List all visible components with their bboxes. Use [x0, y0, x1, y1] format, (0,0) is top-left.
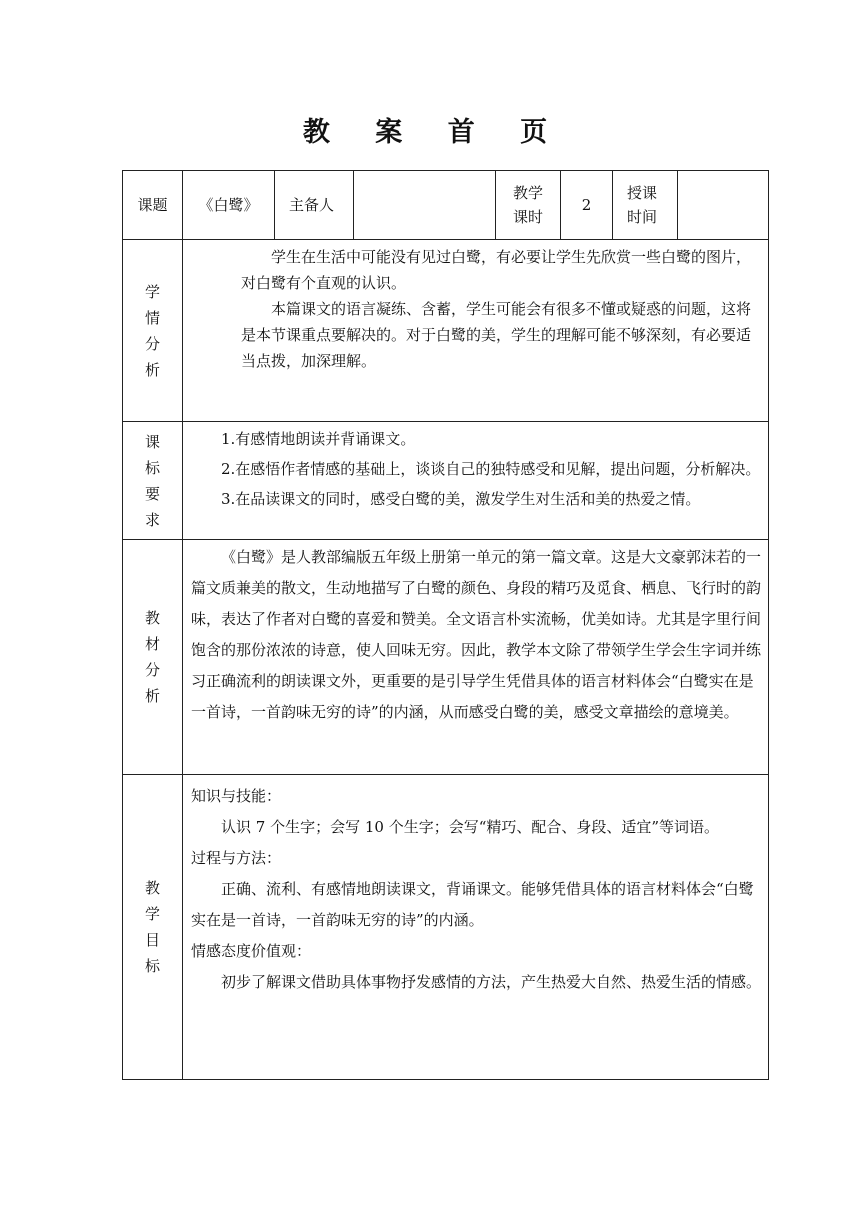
topic-label: 课题 [123, 171, 183, 240]
hours-label-line2: 课时 [512, 208, 543, 226]
page-title: 教 案 首 页 [302, 117, 566, 148]
hours-label-line1: 教学 [512, 184, 543, 202]
student-analysis-row [123, 240, 769, 422]
goal-body: 初步了解课文借助具体事物抒发感情的方法，产生热爱大自然、热爱生活的情感。 [221, 973, 762, 991]
goal-heading: 情感态度价值观： [191, 942, 312, 960]
curriculum-item: 1.有感情地朗读并背诵课文。 [221, 430, 416, 448]
goal-body: 正确、流利、有感情地朗读课文，背诵课文。能够凭借具体的语言材料体会“白鹭实在是一首诗，一首韵味无穷的诗”的内涵。 [191, 880, 754, 929]
goals-label: 教 学 目 标 [123, 775, 183, 1080]
textbook-paragraph: 《白鹭》是人教部编版五年级上册第一单元的第一篇文章。这是大文豪郭沫若的一篇文质兼美的散文，生动地描写了白鹭的颜色、身段的精巧及觅食、栖息、飞行时的韵味，表达了作者对白鹭的喜爱和赞美。全文语言朴实流畅，优美如诗。尤其是字里行间饱含的那份浓浓的诗意，使人回味无穷。因此，教学本文除了带领学生学会生字词并练习正确流利的朗读课文外，更重要的是引导学生凭借具体的语言材料体会“白鹭实在是一首诗，一首韵味无穷的诗”的内涵，从而感受白鹭的美，感受文章描绘的意境美。 [191, 548, 762, 721]
goal-heading: 过程与方法： [191, 849, 282, 867]
hours-label [496, 171, 561, 240]
time-value [678, 171, 769, 240]
student-analysis-paragraph: 学生在生活中可能没有见过白鹭，有必要让学生先欣赏一些白鹭的图片，对白鹭有个直观的认识。 [241, 248, 752, 292]
student-analysis-content [183, 240, 769, 422]
curriculum-item: 2.在感悟作者情感的基础上，谈谈自己的独特感受和见解，提出问题，分析解决。 [221, 460, 761, 478]
goals-content [183, 775, 769, 1080]
time-label-line2: 时间 [627, 208, 658, 226]
student-analysis-label: 学 情 分 析 [123, 240, 183, 422]
header-row [123, 171, 769, 240]
curriculum-row [123, 422, 769, 540]
preparer-label: 主备人 [275, 171, 354, 240]
time-label-line1: 授课 [627, 184, 658, 202]
lesson-plan-table [122, 170, 769, 1080]
goal-body: 认识 7 个生字；会写 10 个生字；会写“精巧、配合、身段、适宜”等词语。 [221, 818, 720, 836]
hours-value: 2 [561, 171, 613, 240]
curriculum-item: 3.在品读课文的同时，感受白鹭的美，激发学生对生活和美的热爱之情。 [221, 490, 701, 508]
goal-heading: 知识与技能： [191, 787, 282, 805]
time-label [613, 171, 678, 240]
topic-value: 《白鹭》 [183, 171, 275, 240]
curriculum-content [183, 422, 769, 540]
preparer-value [354, 171, 496, 240]
goals-row [123, 775, 769, 1080]
textbook-content [183, 540, 769, 775]
textbook-label: 教 材 分 析 [123, 540, 183, 775]
student-analysis-paragraph: 本篇课文的语言凝练、含蓄，学生可能会有很多不懂或疑惑的问题，这将是本节课重点要解决的。对于白鹭的美，学生的理解可能不够深刻，有必要适当点拨，加深理解。 [241, 300, 752, 370]
textbook-row [123, 540, 769, 775]
curriculum-label: 课 标 要 求 [123, 422, 183, 540]
